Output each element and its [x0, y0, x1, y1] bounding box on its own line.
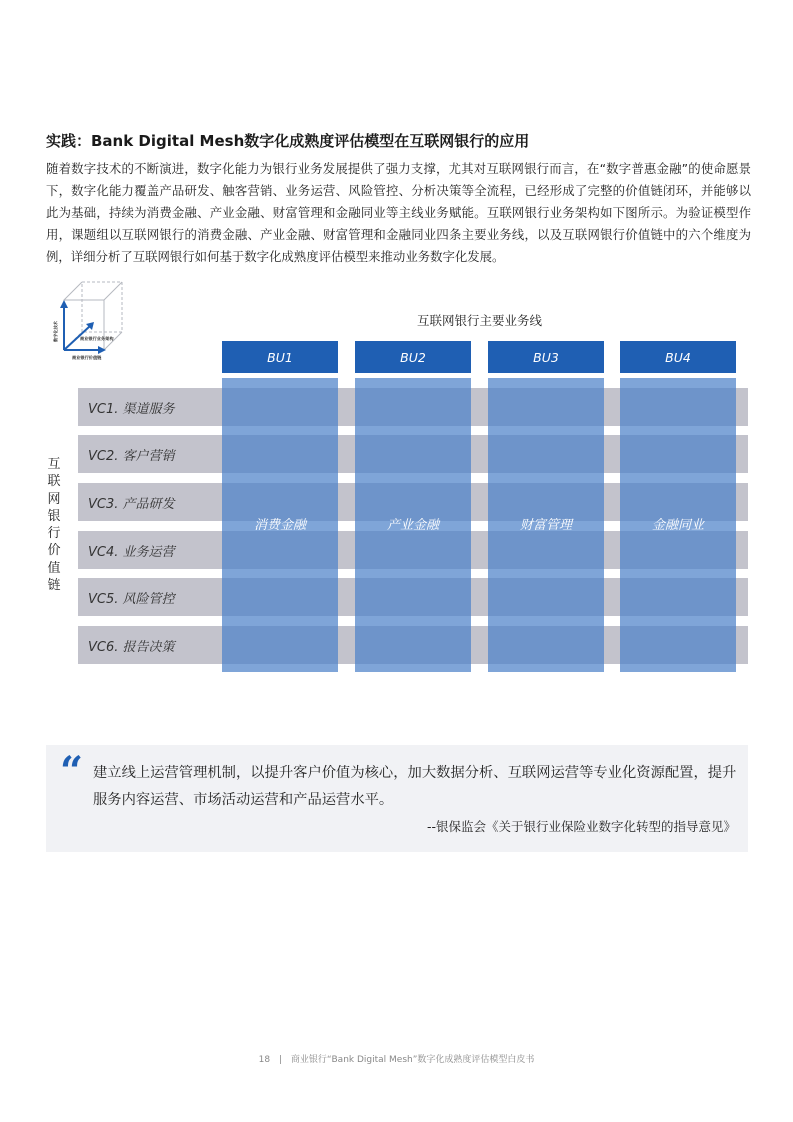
bu-name-label: 财富管理 — [519, 518, 572, 533]
vc-label: VC3. 产品研发 — [88, 496, 175, 512]
value-chain-vertical-label: 互联网银行价值链 — [47, 457, 61, 594]
footer-separator: | — [278, 1055, 282, 1065]
bu-box-4: BU4 — [620, 341, 736, 373]
vc-label: VC6. 报告决策 — [88, 639, 175, 655]
vc-label: VC4. 业务运营 — [88, 544, 175, 560]
bu-box-2: BU2 — [355, 341, 471, 373]
page-number: 18 — [258, 1055, 271, 1065]
vc-label: VC5. 风险管控 — [88, 591, 175, 607]
quote-text: 建立线上运营管理机制，以提升客户价值为核心，加大数据分析、互联网运营等专业化资源配置，提升服务内容运营、市场活动运营和产品运营水平。 — [93, 765, 737, 808]
quote-source: --银保监会《关于银行业保险业数字化转型的指导意见》 — [426, 819, 736, 834]
vc-label: VC1. 渠道服务 — [88, 401, 175, 417]
quote-mark-icon: “ — [60, 748, 84, 795]
cube-diagram-icon — [46, 280, 146, 362]
bu-column-4 — [620, 378, 736, 672]
bu-column-3 — [488, 378, 604, 672]
cube-axis-label-chain: 商业银行价值链 — [72, 355, 102, 360]
vc-label: VC2. 客户营销 — [88, 448, 175, 464]
bu-column-2 — [355, 378, 471, 672]
cube-axis-label-tech: 数字化技术 — [53, 321, 58, 342]
bu-column-1 — [222, 378, 338, 672]
cube-axis-label-arch: 商业银行业务架构 — [80, 336, 114, 341]
bu-name-label: 金融同业 — [651, 518, 704, 533]
bu-box-1: BU1 — [222, 341, 338, 373]
page-footer — [0, 1052, 793, 1065]
bu-name-label: 消费金融 — [253, 518, 306, 533]
intro-paragraph: 随着数字技术的不断演进，数字化能力为银行业务发展提供了强力支撑，尤其对互联网银行而言，在“数字普惠金融”的使命愿景下，数字化能力覆盖产品研发、触客营销、业务运营、风险管控、分析决策等全流程，已经形成了完整的价值链闭环，并能够以此为基础，持续为消费金融、产业金融、财富管理和金融同业等主线业务赋能。互联网银行业务架构如下图所示。为验证模型作用，课题组以互联网银行的消费金融、产业金融、财富管理和金融同业四条主要业务线，以及互联网银行价值链中的六个维度为例，详细分析了互联网银行如何基于数字化成熟度评估模型来推动业务数字化发展。 — [46, 161, 751, 264]
bu-name-label: 产业金融 — [386, 518, 439, 533]
bu-box-3: BU3 — [488, 341, 604, 373]
footer-title: 商业银行“Bank Digital Mesh”数字化成熟度评估模型白皮书 — [290, 1055, 535, 1065]
bu-header: 互联网银行主要业务线 — [416, 313, 542, 328]
section-title: 实践：Bank Digital Mesh数字化成熟度评估模型在互联网银行的应用 — [46, 132, 530, 150]
